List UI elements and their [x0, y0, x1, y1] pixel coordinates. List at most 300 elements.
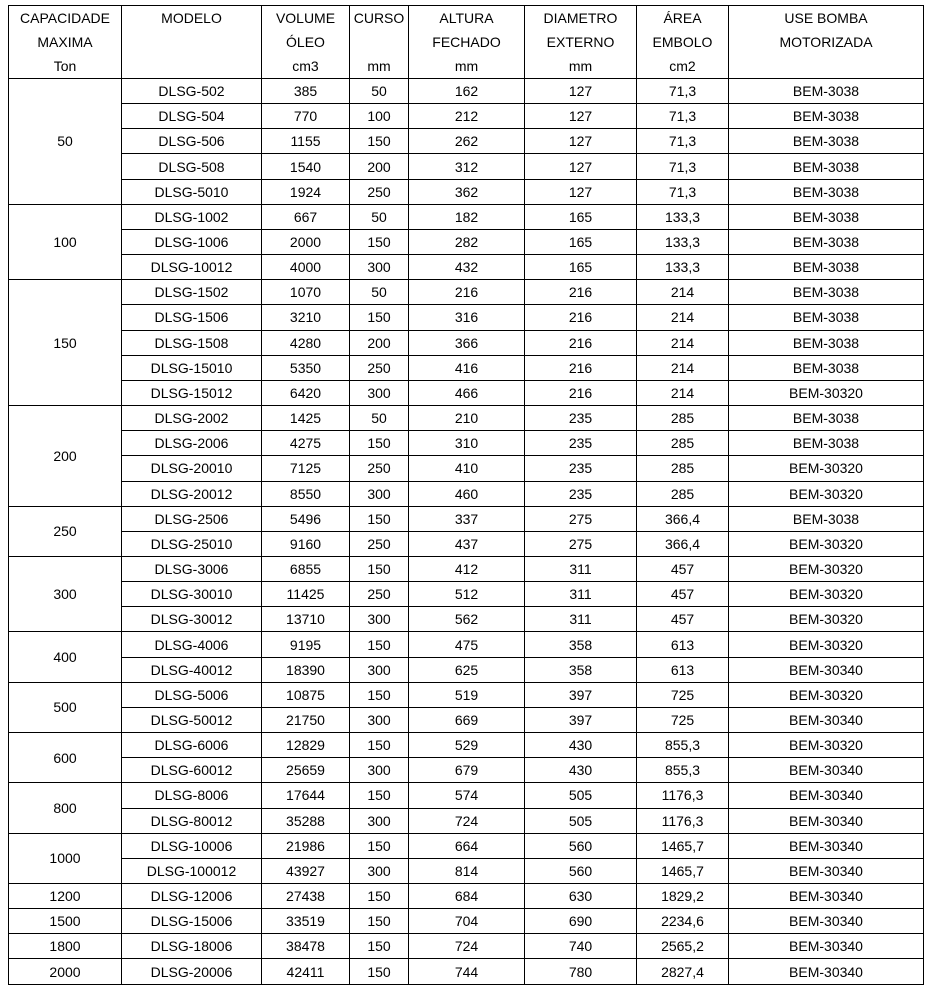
volume-cell: 17644: [262, 783, 350, 808]
altura-cell: 310: [409, 431, 525, 456]
curso-cell: 50: [350, 406, 409, 431]
diametro-cell: 275: [525, 531, 637, 556]
table-row: [9, 607, 924, 632]
modelo-cell: DLSG-502: [122, 79, 262, 104]
volume-cell: 38478: [262, 934, 350, 959]
diametro-cell: 311: [525, 582, 637, 607]
modelo-cell: DLSG-2006: [122, 431, 262, 456]
curso-cell: 250: [350, 355, 409, 380]
area-cell: 855,3: [637, 733, 729, 758]
capacity-cell: 250: [9, 506, 122, 556]
area-cell: 855,3: [637, 758, 729, 783]
volume-cell: 1924: [262, 179, 350, 204]
table-row: [9, 406, 924, 431]
altura-cell: 282: [409, 229, 525, 254]
bomba-cell: BEM-30320: [729, 380, 924, 405]
altura-cell: 412: [409, 556, 525, 581]
capacity-cell: 50: [9, 79, 122, 205]
table-row: [9, 808, 924, 833]
area-cell: 285: [637, 456, 729, 481]
area-cell: 71,3: [637, 154, 729, 179]
curso-cell: 150: [350, 934, 409, 959]
table-row: [9, 204, 924, 229]
diametro-cell: 430: [525, 733, 637, 758]
area-cell: 71,3: [637, 129, 729, 154]
area-cell: 1176,3: [637, 783, 729, 808]
diametro-cell: 358: [525, 657, 637, 682]
bomba-cell: BEM-30340: [729, 884, 924, 909]
bomba-cell: BEM-30320: [729, 607, 924, 632]
altura-cell: 460: [409, 481, 525, 506]
altura-cell: 366: [409, 330, 525, 355]
modelo-cell: DLSG-30010: [122, 582, 262, 607]
table-row: [9, 104, 924, 129]
area-cell: 133,3: [637, 204, 729, 229]
bomba-cell: BEM-30340: [729, 909, 924, 934]
table-row: [9, 707, 924, 732]
curso-cell: 250: [350, 582, 409, 607]
header-area: ÁREA EMBOLO cm2: [637, 6, 729, 79]
table-row: [9, 657, 924, 682]
bomba-cell: BEM-30320: [729, 481, 924, 506]
bomba-cell: BEM-30340: [729, 657, 924, 682]
diametro-cell: 235: [525, 481, 637, 506]
volume-cell: 9160: [262, 531, 350, 556]
diametro-cell: 165: [525, 255, 637, 280]
bomba-cell: BEM-3038: [729, 330, 924, 355]
table-row: [9, 179, 924, 204]
area-cell: 214: [637, 355, 729, 380]
bomba-cell: BEM-30320: [729, 531, 924, 556]
header-diametro: DIAMETRO EXTERNO mm: [525, 6, 637, 79]
area-cell: 214: [637, 330, 729, 355]
curso-cell: 250: [350, 179, 409, 204]
curso-cell: 300: [350, 858, 409, 883]
modelo-cell: DLSG-5006: [122, 682, 262, 707]
area-cell: 2234,6: [637, 909, 729, 934]
diametro-cell: 630: [525, 884, 637, 909]
table-row: [9, 582, 924, 607]
modelo-cell: DLSG-6006: [122, 733, 262, 758]
table-row: [9, 330, 924, 355]
curso-cell: 300: [350, 607, 409, 632]
diametro-cell: 397: [525, 682, 637, 707]
volume-cell: 21986: [262, 833, 350, 858]
bomba-cell: BEM-3038: [729, 255, 924, 280]
bomba-cell: BEM-30320: [729, 456, 924, 481]
curso-cell: 300: [350, 657, 409, 682]
modelo-cell: DLSG-100012: [122, 858, 262, 883]
diametro-cell: 127: [525, 154, 637, 179]
volume-cell: 8550: [262, 481, 350, 506]
curso-cell: 250: [350, 531, 409, 556]
bomba-cell: BEM-3038: [729, 506, 924, 531]
modelo-cell: DLSG-10012: [122, 255, 262, 280]
bomba-cell: BEM-30320: [729, 582, 924, 607]
altura-cell: 316: [409, 305, 525, 330]
table-row: [9, 758, 924, 783]
modelo-cell: DLSG-10006: [122, 833, 262, 858]
diametro-cell: 560: [525, 833, 637, 858]
altura-cell: 416: [409, 355, 525, 380]
bomba-cell: BEM-3038: [729, 305, 924, 330]
area-cell: 457: [637, 582, 729, 607]
modelo-cell: DLSG-8006: [122, 783, 262, 808]
volume-cell: 5350: [262, 355, 350, 380]
volume-cell: 10875: [262, 682, 350, 707]
area-cell: 2827,4: [637, 959, 729, 984]
curso-cell: 150: [350, 682, 409, 707]
modelo-cell: DLSG-2002: [122, 406, 262, 431]
curso-cell: 150: [350, 632, 409, 657]
area-cell: 1176,3: [637, 808, 729, 833]
diametro-cell: 235: [525, 456, 637, 481]
curso-cell: 150: [350, 129, 409, 154]
diametro-cell: 780: [525, 959, 637, 984]
diametro-cell: 505: [525, 783, 637, 808]
volume-cell: 7125: [262, 456, 350, 481]
area-cell: 613: [637, 632, 729, 657]
bomba-cell: BEM-30340: [729, 707, 924, 732]
table-row: [9, 280, 924, 305]
volume-cell: 12829: [262, 733, 350, 758]
bomba-cell: BEM-3038: [729, 355, 924, 380]
area-cell: 725: [637, 707, 729, 732]
bomba-cell: BEM-3038: [729, 179, 924, 204]
table-row: [9, 632, 924, 657]
altura-cell: 475: [409, 632, 525, 657]
altura-cell: 216: [409, 280, 525, 305]
altura-cell: 519: [409, 682, 525, 707]
capacity-cell: 1000: [9, 833, 122, 883]
curso-cell: 50: [350, 280, 409, 305]
altura-cell: 262: [409, 129, 525, 154]
area-cell: 1829,2: [637, 884, 729, 909]
volume-cell: 4000: [262, 255, 350, 280]
bomba-cell: BEM-30340: [729, 758, 924, 783]
volume-cell: 43927: [262, 858, 350, 883]
modelo-cell: DLSG-2506: [122, 506, 262, 531]
altura-cell: 312: [409, 154, 525, 179]
altura-cell: 574: [409, 783, 525, 808]
volume-cell: 1425: [262, 406, 350, 431]
table-row: [9, 380, 924, 405]
volume-cell: 5496: [262, 506, 350, 531]
modelo-cell: DLSG-1508: [122, 330, 262, 355]
table-row: [9, 531, 924, 556]
curso-cell: 150: [350, 909, 409, 934]
modelo-cell: DLSG-1006: [122, 229, 262, 254]
volume-cell: 4280: [262, 330, 350, 355]
capacity-cell: 150: [9, 280, 122, 406]
spec-table-body: [9, 79, 924, 985]
altura-cell: 432: [409, 255, 525, 280]
volume-cell: 33519: [262, 909, 350, 934]
volume-cell: 9195: [262, 632, 350, 657]
bomba-cell: BEM-30340: [729, 959, 924, 984]
volume-cell: 6855: [262, 556, 350, 581]
curso-cell: 300: [350, 380, 409, 405]
area-cell: 214: [637, 305, 729, 330]
altura-cell: 512: [409, 582, 525, 607]
altura-cell: 529: [409, 733, 525, 758]
table-row: [9, 305, 924, 330]
area-cell: 133,3: [637, 229, 729, 254]
capacity-cell: 300: [9, 556, 122, 631]
diametro-cell: 397: [525, 707, 637, 732]
table-row: [9, 783, 924, 808]
altura-cell: 724: [409, 934, 525, 959]
modelo-cell: DLSG-80012: [122, 808, 262, 833]
table-row: [9, 255, 924, 280]
diametro-cell: 127: [525, 104, 637, 129]
volume-cell: 27438: [262, 884, 350, 909]
modelo-cell: DLSG-30012: [122, 607, 262, 632]
bomba-cell: BEM-3038: [729, 204, 924, 229]
modelo-cell: DLSG-1502: [122, 280, 262, 305]
modelo-cell: DLSG-3006: [122, 556, 262, 581]
altura-cell: 437: [409, 531, 525, 556]
table-row: [9, 154, 924, 179]
spec-table-container: [8, 5, 924, 985]
curso-cell: 300: [350, 255, 409, 280]
diametro-cell: 275: [525, 506, 637, 531]
bomba-cell: BEM-3038: [729, 431, 924, 456]
table-row: [9, 481, 924, 506]
diametro-cell: 216: [525, 305, 637, 330]
area-cell: 2565,2: [637, 934, 729, 959]
modelo-cell: DLSG-40012: [122, 657, 262, 682]
curso-cell: 150: [350, 229, 409, 254]
curso-cell: 50: [350, 79, 409, 104]
volume-cell: 770: [262, 104, 350, 129]
curso-cell: 150: [350, 833, 409, 858]
table-row: [9, 556, 924, 581]
diametro-cell: 216: [525, 330, 637, 355]
altura-cell: 362: [409, 179, 525, 204]
area-cell: 1465,7: [637, 833, 729, 858]
table-row: [9, 833, 924, 858]
altura-cell: 210: [409, 406, 525, 431]
bomba-cell: BEM-3038: [729, 280, 924, 305]
altura-cell: 466: [409, 380, 525, 405]
modelo-cell: DLSG-20006: [122, 959, 262, 984]
modelo-cell: DLSG-508: [122, 154, 262, 179]
curso-cell: 200: [350, 330, 409, 355]
capacity-cell: 400: [9, 632, 122, 682]
curso-cell: 150: [350, 959, 409, 984]
bomba-cell: BEM-3038: [729, 104, 924, 129]
volume-cell: 25659: [262, 758, 350, 783]
curso-cell: 150: [350, 431, 409, 456]
bomba-cell: BEM-3038: [729, 406, 924, 431]
curso-cell: 150: [350, 884, 409, 909]
area-cell: 133,3: [637, 255, 729, 280]
modelo-cell: DLSG-25010: [122, 531, 262, 556]
modelo-cell: DLSG-20012: [122, 481, 262, 506]
table-row: [9, 506, 924, 531]
header-capacidade: CAPACIDADE MAXIMA Ton: [9, 6, 122, 79]
modelo-cell: DLSG-20010: [122, 456, 262, 481]
area-cell: 613: [637, 657, 729, 682]
table-row: [9, 858, 924, 883]
altura-cell: 562: [409, 607, 525, 632]
curso-cell: 150: [350, 506, 409, 531]
altura-cell: 814: [409, 858, 525, 883]
volume-cell: 13710: [262, 607, 350, 632]
volume-cell: 2000: [262, 229, 350, 254]
bomba-cell: BEM-30340: [729, 833, 924, 858]
modelo-cell: DLSG-12006: [122, 884, 262, 909]
curso-cell: 300: [350, 758, 409, 783]
area-cell: 214: [637, 380, 729, 405]
altura-cell: 162: [409, 79, 525, 104]
area-cell: 366,4: [637, 531, 729, 556]
area-cell: 214: [637, 280, 729, 305]
curso-cell: 150: [350, 783, 409, 808]
area-cell: 457: [637, 556, 729, 581]
altura-cell: 212: [409, 104, 525, 129]
capacity-cell: 100: [9, 204, 122, 279]
capacity-cell: 200: [9, 406, 122, 507]
modelo-cell: DLSG-506: [122, 129, 262, 154]
capacity-cell: 800: [9, 783, 122, 833]
volume-cell: 18390: [262, 657, 350, 682]
curso-cell: 200: [350, 154, 409, 179]
area-cell: 285: [637, 406, 729, 431]
header-volume: VOLUME ÓLEO cm3: [262, 6, 350, 79]
capacity-cell: 2000: [9, 959, 122, 984]
altura-cell: 724: [409, 808, 525, 833]
table-row: [9, 909, 924, 934]
modelo-cell: DLSG-15012: [122, 380, 262, 405]
diametro-cell: 127: [525, 179, 637, 204]
header-modelo: MODELO: [122, 6, 262, 79]
volume-cell: 385: [262, 79, 350, 104]
bomba-cell: BEM-30340: [729, 783, 924, 808]
area-cell: 71,3: [637, 179, 729, 204]
area-cell: 285: [637, 481, 729, 506]
volume-cell: 6420: [262, 380, 350, 405]
volume-cell: 11425: [262, 582, 350, 607]
area-cell: 1465,7: [637, 858, 729, 883]
bomba-cell: BEM-30340: [729, 858, 924, 883]
diametro-cell: 216: [525, 280, 637, 305]
curso-cell: 50: [350, 204, 409, 229]
diametro-cell: 740: [525, 934, 637, 959]
diametro-cell: 358: [525, 632, 637, 657]
curso-cell: 150: [350, 556, 409, 581]
capacity-cell: 1500: [9, 909, 122, 934]
table-row: [9, 682, 924, 707]
table-row: [9, 355, 924, 380]
modelo-cell: DLSG-15010: [122, 355, 262, 380]
bomba-cell: BEM-3038: [729, 229, 924, 254]
curso-cell: 250: [350, 456, 409, 481]
table-row: [9, 733, 924, 758]
diametro-cell: 560: [525, 858, 637, 883]
cylinder-spec-table: [8, 5, 924, 985]
diametro-cell: 235: [525, 406, 637, 431]
volume-cell: 1540: [262, 154, 350, 179]
header-curso: CURSO mm: [350, 6, 409, 79]
modelo-cell: DLSG-1002: [122, 204, 262, 229]
modelo-cell: DLSG-50012: [122, 707, 262, 732]
bomba-cell: BEM-30320: [729, 733, 924, 758]
bomba-cell: BEM-30340: [729, 808, 924, 833]
altura-cell: 410: [409, 456, 525, 481]
diametro-cell: 127: [525, 129, 637, 154]
volume-cell: 3210: [262, 305, 350, 330]
diametro-cell: 505: [525, 808, 637, 833]
capacity-cell: 1800: [9, 934, 122, 959]
bomba-cell: BEM-3038: [729, 79, 924, 104]
capacity-cell: 600: [9, 733, 122, 783]
table-row: [9, 884, 924, 909]
altura-cell: 182: [409, 204, 525, 229]
diametro-cell: 311: [525, 556, 637, 581]
curso-cell: 150: [350, 733, 409, 758]
area-cell: 71,3: [637, 79, 729, 104]
capacity-cell: 500: [9, 682, 122, 732]
table-row: [9, 431, 924, 456]
modelo-cell: DLSG-18006: [122, 934, 262, 959]
modelo-cell: DLSG-15006: [122, 909, 262, 934]
header-row: [9, 6, 924, 79]
diametro-cell: 311: [525, 607, 637, 632]
table-row: [9, 934, 924, 959]
diametro-cell: 165: [525, 229, 637, 254]
modelo-cell: DLSG-504: [122, 104, 262, 129]
area-cell: 71,3: [637, 104, 729, 129]
modelo-cell: DLSG-4006: [122, 632, 262, 657]
altura-cell: 684: [409, 884, 525, 909]
table-row: [9, 229, 924, 254]
capacity-cell: 1200: [9, 884, 122, 909]
altura-cell: 669: [409, 707, 525, 732]
curso-cell: 100: [350, 104, 409, 129]
diametro-cell: 235: [525, 431, 637, 456]
area-cell: 285: [637, 431, 729, 456]
volume-cell: 667: [262, 204, 350, 229]
curso-cell: 300: [350, 481, 409, 506]
area-cell: 725: [637, 682, 729, 707]
altura-cell: 704: [409, 909, 525, 934]
altura-cell: 744: [409, 959, 525, 984]
table-row: [9, 129, 924, 154]
volume-cell: 1070: [262, 280, 350, 305]
table-row: [9, 79, 924, 104]
bomba-cell: BEM-30340: [729, 934, 924, 959]
altura-cell: 679: [409, 758, 525, 783]
modelo-cell: DLSG-1506: [122, 305, 262, 330]
diametro-cell: 127: [525, 79, 637, 104]
bomba-cell: BEM-3038: [729, 154, 924, 179]
table-row: [9, 959, 924, 984]
altura-cell: 625: [409, 657, 525, 682]
diametro-cell: 430: [525, 758, 637, 783]
header-altura: ALTURA FECHADO mm: [409, 6, 525, 79]
altura-cell: 664: [409, 833, 525, 858]
bomba-cell: BEM-30320: [729, 556, 924, 581]
header-bomba: USE BOMBA MOTORIZADA: [729, 6, 924, 79]
volume-cell: 35288: [262, 808, 350, 833]
table-row: [9, 456, 924, 481]
diametro-cell: 165: [525, 204, 637, 229]
bomba-cell: BEM-3038: [729, 129, 924, 154]
diametro-cell: 216: [525, 355, 637, 380]
curso-cell: 150: [350, 305, 409, 330]
